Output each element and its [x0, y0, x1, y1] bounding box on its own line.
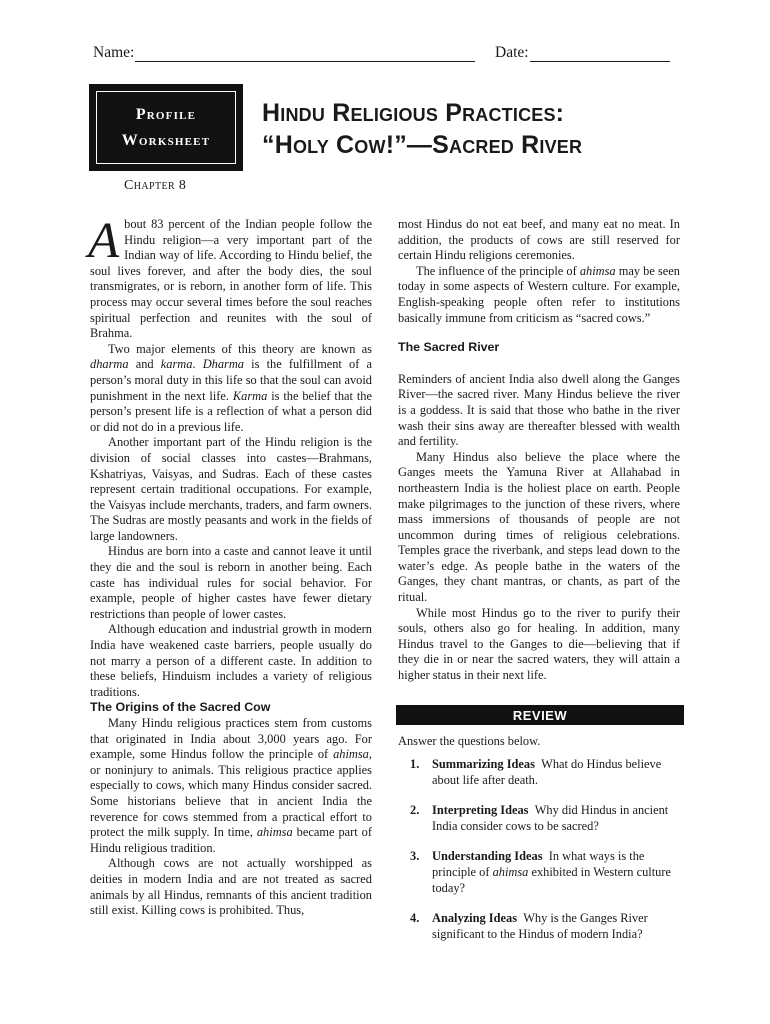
paragraph-born-into-caste: Hindus are born into a caste and cannot leave it until they die and the soul is reborn in another being. Each caste has individual rules for social behavior. For example, people of higher castes have fewer dietary restrictions than people of lower castes.: [90, 544, 372, 621]
paragraph-education: Although education and industrial growth in modern India have weakened caste barriers, people usually do not marry a person of a different caste. In addition to these beliefs, Hinduism includes a variety of religious traditions.: [90, 622, 372, 699]
paragraph-ganges: Reminders of ancient India also dwell along the Ganges River—the sacred river. Many Hindus believe the river is a goddess. It is said that those who bathe in the river wash their sins away are thereafter blessed with wealth and fertility.: [398, 371, 680, 449]
paragraph-cows-not-worshipped: Although cows are not actually worshipped as deities in modern India and are not treated as sacred animals by all Hindus, remnants of this ancient tradition still exist. Killing cows is prohibited. Thus,: [90, 856, 372, 918]
question-skill-label: Understanding Ideas: [432, 849, 543, 864]
page-title-line1: Hindu Religious Practices:: [262, 99, 565, 127]
question-number: 4.: [410, 911, 420, 926]
text-run: Many Hindu religious practices stem from customs that originated in India about 3,000 years ago. For example, some Hindus follow the principle of: [90, 716, 372, 762]
text-run: and: [128, 357, 161, 372]
review-question-list: [410, 757, 682, 957]
question-number: 3.: [410, 849, 420, 864]
term-dharma: Dharma: [202, 357, 244, 372]
paragraph-healing: While most Hindus go to the river to purify their souls, others also go for healing. In addition, many Hindus travel to the Ganges to die—believing that if they die in or near the sacred waters, they will attain a higher status in their next life.: [398, 605, 680, 683]
question-text: Why is the Ganges River significant to the Hindus of modern India?: [432, 911, 648, 941]
question-skill-label: Analyzing Ideas: [432, 911, 518, 926]
paragraph-castes: Another important part of the Hindu religion is the division of social classes into castes—Brahmans, Kshatriyas, Vaisyas, and Sudras. Each of these castes represent certain traditional occupations. For example, the Vaisyas include merchants, traders, and farm owners. The Sudras are mostly peasants and work in the fields of large landowners.: [90, 435, 372, 543]
paragraph-beef: most Hindus do not eat beef, and many eat no meat. In addition, the products of cows are still reserved for certain Hindu religions ceremonies.: [398, 217, 680, 263]
question-text: In what ways is the principle of: [432, 849, 645, 879]
text-run: is the fulfillment of a person’s moral duty in this life so that the soul can avoid punishment in the next life.: [90, 357, 372, 403]
question-number: 2.: [410, 803, 420, 818]
text-run: may be seen today in some aspects of Western culture. For example, English-speaking people often refer to institutions basically immune from criticism as “sacred cows.”: [398, 263, 681, 325]
left-column: [88, 213, 372, 919]
paragraph-western-culture: [398, 264, 680, 326]
profile-worksheet-badge: [89, 84, 243, 171]
paragraph-ahimsa: [90, 716, 372, 856]
question-text: Why did Hindus in ancient India consider cows to be sacred?: [432, 803, 669, 833]
page-title: [262, 97, 582, 161]
text-run: .: [192, 357, 203, 372]
term-ahimsa: ahimsa: [256, 825, 293, 840]
review-question-2: [410, 803, 682, 834]
name-blank-line[interactable]: [135, 45, 475, 62]
profile-worksheet-badge-inner: [96, 91, 236, 164]
right-column: [398, 217, 680, 684]
text-run: Two major elements of this theory are known as: [108, 341, 372, 356]
paragraph-dharma-karma: [90, 342, 372, 436]
question-skill-label: Interpreting Ideas: [432, 803, 529, 818]
date-label: Date:: [495, 44, 529, 61]
profile-badge-line1: Profile: [135, 105, 197, 123]
subheading-origins-sacred-cow: The Origins of the Sacred Cow: [90, 700, 271, 715]
text-run: became part of Hindu religious tradition.: [90, 825, 372, 855]
intro-paragraph: [88, 213, 372, 342]
term-karma: Karma: [232, 388, 268, 403]
review-question-3: [410, 849, 682, 896]
question-text: What do Hindus believe about life after death.: [432, 757, 662, 787]
chapter-label: Chapter 8: [124, 178, 187, 193]
paragraph-allahabad: Many Hindus also believe the place where the Ganges meets the Yamuna River at Allahabad in northeastern India is the holiest place on earth. People make pilgrimages to the junction of these rivers, where mass immersions of thousands of people are not uncommon during times of religious celebrations. Temples grace the riverbank, and steps lead down to the water’s edge. As people bathe in the waters of the Ganges, they chant mantras, or chants, as part of the ritual.: [398, 449, 680, 605]
name-label: Name:: [93, 44, 135, 61]
term-ahimsa: ahimsa: [579, 263, 616, 278]
review-question-1: [410, 757, 682, 788]
question-number: 1.: [410, 757, 420, 771]
term-ahimsa: ahimsa: [333, 747, 369, 762]
intro-text: bout 83 percent of the Indian people follow the Hindu religion—a very important part of the Indian way of life. According to Hindu belief, the soul lives forever, and after the body dies, the soul transmigrates, or is reborn, in another form of life. This process may occur several times before the soul reaches spiritual perfection and reunites with the soul of Brahma.: [90, 217, 372, 341]
page-title-line2: “Holy Cow!”—Sacred River: [262, 131, 583, 159]
text-run: , or noninjury to animals. This religious practice applies especially to cows, which many Hindus consider sacred. Some historians believe that in ancient India the reverence for cows stemmed from a practical effort to protect the milk supply. In time,: [90, 747, 372, 840]
date-field[interactable]: [495, 44, 675, 62]
term-karma: karma: [160, 357, 193, 372]
subheading-sacred-river: The Sacred River: [398, 340, 500, 355]
review-instructions: Answer the questions below.: [398, 734, 541, 748]
term-dharma: dharma: [90, 357, 129, 372]
text-run: The influence of the principle of: [416, 263, 580, 278]
review-question-4: [410, 911, 682, 942]
drop-cap: A: [88, 213, 120, 269]
question-text: exhibited in Western culture today?: [432, 864, 671, 895]
review-header-bar: REVIEW: [396, 705, 684, 725]
name-field[interactable]: [93, 44, 478, 62]
question-skill-label: Summarizing Ideas: [432, 757, 535, 771]
term-ahimsa: ahimsa: [492, 864, 529, 879]
date-blank-line[interactable]: [530, 45, 670, 62]
text-run: is the belief that the person’s present life is a reflection of what a person did or did not do in a previous life.: [90, 388, 372, 434]
profile-badge-line2: Worksheet: [121, 131, 211, 149]
